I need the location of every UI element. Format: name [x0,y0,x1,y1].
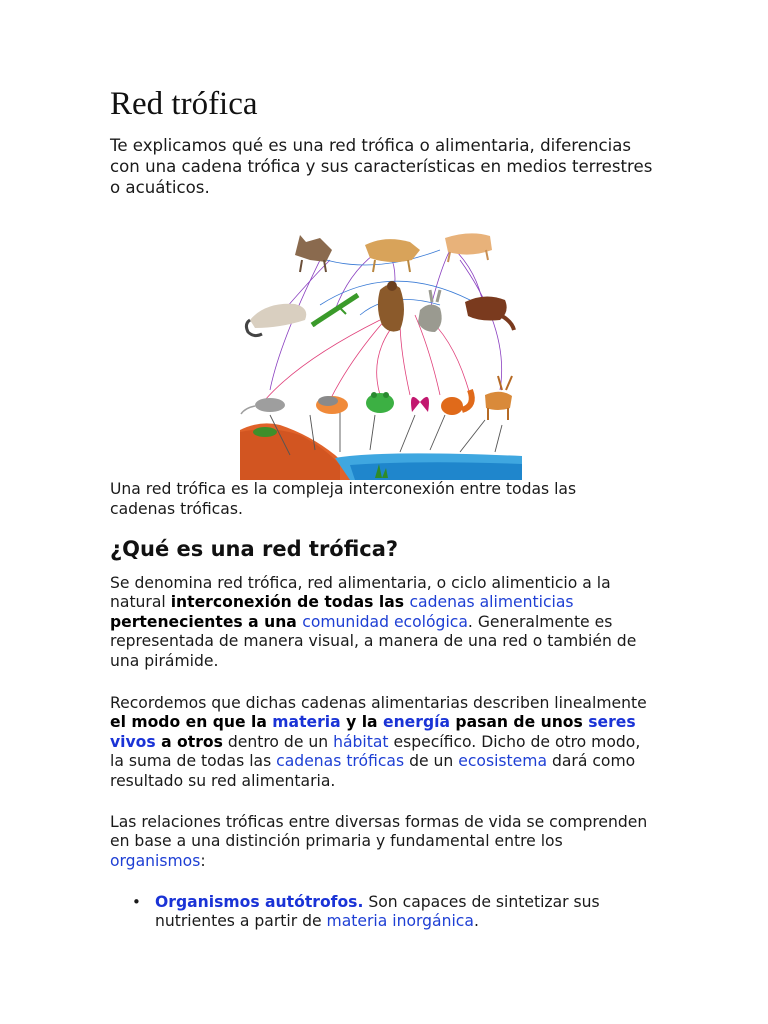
link-comunidad-ecologica[interactable]: comunidad ecológica [302,612,468,631]
text-segment: : [200,851,206,870]
link-energia[interactable]: energía [383,713,450,732]
paragraph-relaciones [110,813,650,871]
paragraph-cadenas [110,694,650,791]
text-segment: dará como resultado su red alimentaria. [110,752,636,790]
rabbit-icon [418,290,442,332]
bold-segment: a otros [155,732,223,751]
text-segment: de un [404,752,459,771]
text-segment: . [473,912,479,931]
paragraph-definition [110,574,650,671]
butterfly-icon [411,397,429,412]
link-ecosistema[interactable]: ecosistema [458,752,548,771]
text-segment: Recordemos que dichas cadenas alimentarias describen linealmente [110,694,647,712]
deer-icon [485,376,512,420]
list-item-autotrofos [132,893,660,932]
mouse-icon [241,398,285,414]
bold-segment: el modo en que la [110,713,273,732]
text-segment: Se denomina red trófica, red alimentaria, o ciclo alimenticio a la natural [110,574,611,612]
section-heading: ¿Qué es una red trófica? [110,537,399,561]
bold-segment: y la [340,713,383,732]
link-materia-inorganica[interactable]: materia inorgánica [326,912,474,931]
raccoon-icon [246,304,306,336]
food-web-illustration [240,220,522,480]
link-cadenas-alimenticias[interactable]: cadenas alimenticias [409,593,574,612]
bold-segment: pasan de unos [449,713,589,732]
bullet-marker: • [132,893,141,911]
bold-segment: interconexión de todas las [170,593,410,612]
puma-icon [365,239,420,272]
lizard-icon [312,295,358,326]
link-materia[interactable]: materia [272,713,341,732]
link-organismos-autotrofos[interactable]: Organismos autótrofos. [155,893,364,911]
link-habitat[interactable]: hábitat [333,732,389,751]
link-organismos[interactable]: organismos [110,851,201,870]
lynx-icon [445,233,492,262]
hawk-icon [378,281,404,332]
bird-icon [316,396,348,414]
squirrel-icon [441,390,472,415]
wolf-icon [295,235,332,272]
bold-segment: pertenecientes a una [110,612,303,631]
lead-paragraph: Te explicamos qué es una red trófica o alimentaria, diferencias con una cadena trófica y sus características en medios terrestres o acuáticos. [110,136,653,197]
text-segment: específico. Dicho de otro modo, la suma de todas las [110,732,641,771]
text-segment: Las relaciones tróficas entre diversas formas de vida se comprenden en base a una distinción primaria y fundamental entre los [110,813,648,851]
page-title: Red trófica [110,86,258,122]
text-segment: dentro de un [222,732,334,751]
frog-icon [366,392,394,413]
text-segment: Son capaces de sintetizar sus nutrientes a partir de [155,893,600,931]
figure-caption: Una red trófica es la compleja interconexión entre todas las cadenas tróficas. [110,480,577,518]
link-seres-vivos[interactable]: seres vivos [110,713,636,751]
marten-icon [465,296,514,330]
text-segment: . Generalmente es representada de manera visual, a manera de una red o también de una pirámide. [110,612,637,670]
link-cadenas-troficas[interactable]: cadenas tróficas [276,752,405,771]
